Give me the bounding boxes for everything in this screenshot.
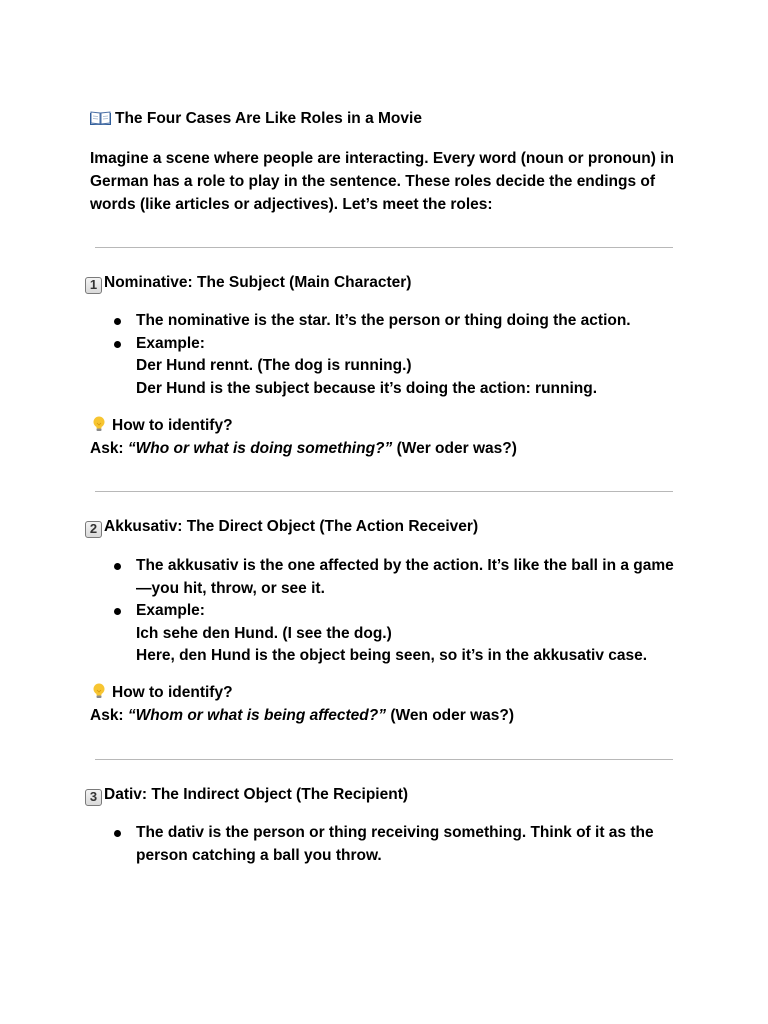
keycap-digit-icon: 1 <box>85 277 102 294</box>
bullet-text: The nominative is the star. It’s the person or thing doing the action. <box>136 312 631 329</box>
ask-question: “Whom or what is being affected?” <box>127 707 386 724</box>
light-bulb-icon <box>90 415 108 433</box>
section-heading-text: Dativ: The Indirect Object (The Recipient) <box>104 786 409 803</box>
example-label: Example: <box>136 602 205 619</box>
identify-heading <box>90 681 514 704</box>
document-title-row <box>90 110 422 128</box>
list-item <box>114 333 684 401</box>
list-item <box>114 600 684 668</box>
open-book-icon <box>90 110 111 125</box>
identify-label: How to identify? <box>112 684 233 701</box>
light-bulb-icon <box>90 682 108 700</box>
example-sentence: Der Hund rennt. (The dog is running.) <box>136 357 412 374</box>
ask-question: “Who or what is doing something?” <box>127 440 393 457</box>
section-heading-nominative <box>85 274 411 294</box>
ask-label: Ask: <box>90 707 124 724</box>
bullet-text: The dativ is the person or thing receiving something. Think of it as the person catching a ball you throw. <box>136 824 654 864</box>
example-label: Example: <box>136 334 205 352</box>
section-divider <box>95 759 673 760</box>
identify-label: How to identify? <box>112 417 233 434</box>
section-heading-text: Nominative: The Subject (Main Character) <box>104 274 412 291</box>
list-item <box>114 555 684 600</box>
bullet-list <box>114 310 684 400</box>
identify-heading <box>90 414 517 437</box>
section-heading-akkusativ <box>85 518 478 538</box>
list-item <box>114 310 684 333</box>
example-explanation: Here, den Hund is the object being seen, so it’s in the akkusativ case. <box>136 647 648 664</box>
bullet-list <box>114 555 684 668</box>
example-sentence: Ich sehe den Hund. (I see the dog.) <box>136 624 392 642</box>
section-heading-dativ <box>85 786 408 806</box>
keycap-digit-icon: 2 <box>85 521 102 538</box>
bullet-dot <box>114 318 121 325</box>
section-divider <box>95 247 673 248</box>
identify-block <box>90 681 514 727</box>
bullet-text: The akkusativ is the one affected by the action. It’s like the ball in a game—you hit, throw, or see it. <box>136 557 674 597</box>
bullet-list <box>114 822 684 867</box>
ask-line <box>90 704 514 727</box>
bullet-dot <box>114 341 121 348</box>
bullet-dot <box>114 830 121 837</box>
identify-block <box>90 414 517 460</box>
section-heading-text: Akkusativ: The Direct Object (The Action Receiver) <box>104 518 479 535</box>
ask-label: Ask: <box>90 440 124 457</box>
bullet-dot <box>114 563 121 570</box>
ask-german: (Wer oder was?) <box>396 440 517 457</box>
ask-german: (Wen oder was?) <box>390 707 515 724</box>
page-title: The Four Cases Are Like Roles in a Movie <box>115 110 422 127</box>
intro-paragraph: Imagine a scene where people are interacting. Every word (noun or pronoun) in German has a role to play in the sentence. These roles decide the endings of words (like articles or adjectives). Let’s meet the roles: <box>90 150 674 213</box>
list-item <box>114 822 684 867</box>
keycap-digit-icon: 3 <box>85 789 102 806</box>
ask-line <box>90 437 517 460</box>
bullet-dot <box>114 608 121 615</box>
section-divider <box>95 491 673 492</box>
example-explanation: Der Hund is the subject because it’s doing the action: running. <box>136 379 598 397</box>
